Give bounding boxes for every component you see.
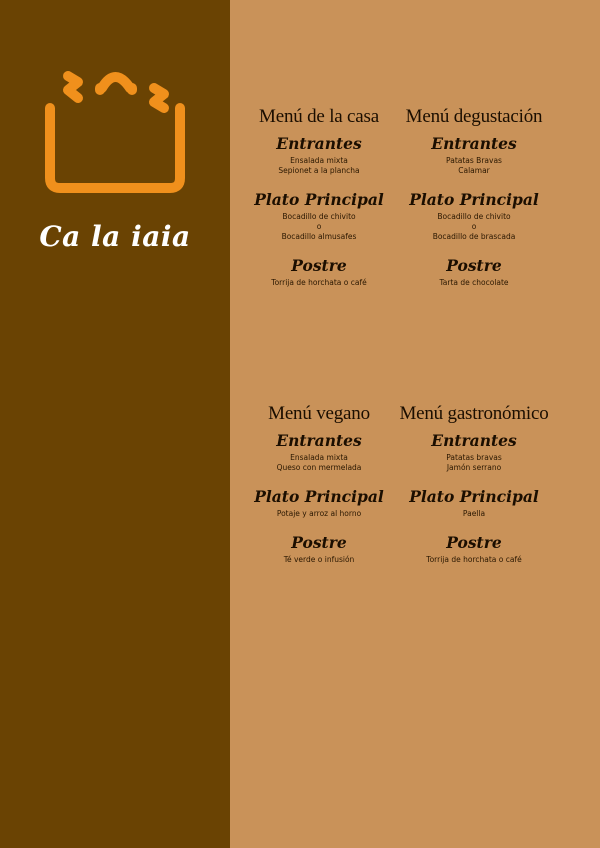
section-items xyxy=(394,278,554,288)
menu-item: o xyxy=(316,222,322,231)
menu-item: Paella xyxy=(462,509,486,518)
section-items xyxy=(394,555,554,565)
menu-item: Ensalada mixta xyxy=(290,156,348,165)
menu-card xyxy=(394,403,554,565)
menu-item: Bocadillo de brascada xyxy=(432,232,516,241)
menu-item: Bocadillo de chivito xyxy=(282,212,356,221)
menu-item: Torrija de horchata o café xyxy=(426,555,522,564)
section-title: Plato Principal xyxy=(409,487,539,506)
menu-card xyxy=(239,106,399,288)
section-title: Entrantes xyxy=(431,134,517,153)
section-items xyxy=(239,278,399,288)
section-items xyxy=(239,453,399,473)
menu-item: o xyxy=(471,222,477,231)
menu-item: Té verde o infusión xyxy=(283,555,355,564)
menu-title: Menú vegano xyxy=(268,403,370,424)
sidebar xyxy=(0,0,230,848)
menu-title: Menú de la casa xyxy=(259,106,379,127)
section-title: Plato Principal xyxy=(254,487,384,506)
menu-title: Menú degustación xyxy=(405,106,543,127)
section-items xyxy=(394,156,554,176)
section-items xyxy=(239,156,399,176)
section-title: Plato Principal xyxy=(409,190,539,209)
section-title: Postre xyxy=(291,256,347,275)
menu-item: Torrija de horchata o café xyxy=(271,278,367,287)
section-items xyxy=(394,212,554,242)
section-title: Postre xyxy=(446,256,502,275)
section-title: Postre xyxy=(291,533,347,552)
section-items xyxy=(394,509,554,519)
menu-item: Patatas Bravas xyxy=(446,156,502,165)
menu-card xyxy=(394,106,554,288)
menu-item: Calamar xyxy=(458,166,490,175)
section-title: Entrantes xyxy=(276,431,362,450)
menu-item: Potaje y arroz al horno xyxy=(276,509,362,518)
menu-item: Sepionet a la plancha xyxy=(278,166,360,175)
menu-item: Bocadillo de chivito xyxy=(437,212,511,221)
menu-item: Jamón serrano xyxy=(446,463,502,472)
menu-card xyxy=(239,403,399,565)
section-items xyxy=(394,453,554,473)
section-title: Postre xyxy=(446,533,502,552)
section-title: Entrantes xyxy=(276,134,362,153)
menu-item: Queso con mermelada xyxy=(276,463,362,472)
menu-item: Bocadillo almusafes xyxy=(281,232,357,241)
menu-title: Menú gastronómico xyxy=(399,403,549,424)
menu-item: Patatas bravas xyxy=(446,453,502,462)
section-items xyxy=(239,212,399,242)
section-items xyxy=(239,509,399,519)
cooking-pot-icon xyxy=(42,62,188,198)
section-title: Entrantes xyxy=(431,431,517,450)
brand-name: Ca la iaia xyxy=(39,220,191,253)
menu-item: Tarta de chocolate xyxy=(439,278,509,287)
section-items xyxy=(239,555,399,565)
menu-item: Ensalada mixta xyxy=(290,453,348,462)
section-title: Plato Principal xyxy=(254,190,384,209)
